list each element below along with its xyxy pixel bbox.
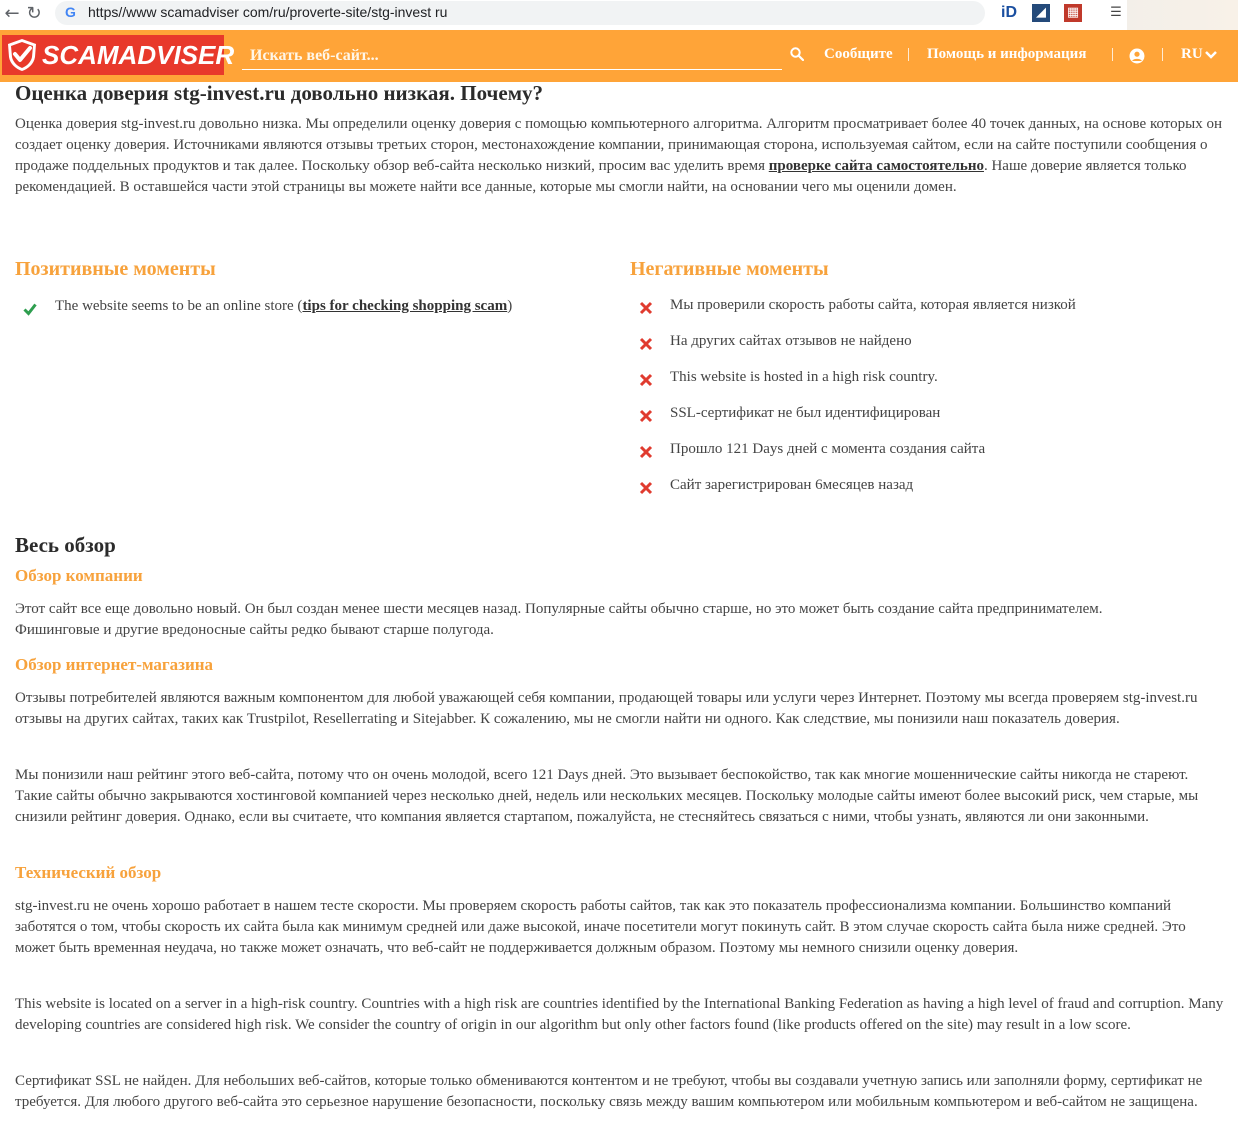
intro-paragraph — [15, 114, 1225, 198]
logo[interactable] — [2, 35, 235, 75]
negative-item: This website is hosted in a high risk country. — [670, 369, 938, 385]
cross-icon — [639, 301, 653, 315]
cross-icon — [639, 373, 653, 387]
cross-icon — [639, 337, 653, 351]
reading-list-icon[interactable]: ☰ — [1110, 5, 1122, 20]
nav-separator: | — [1111, 46, 1115, 62]
address-bar[interactable] — [55, 1, 985, 25]
shield-check-icon — [6, 38, 38, 72]
tech-review-text: Сертификат SSL не найден. Для небольших веб-сайтов, которые только обмениваются контентом и не требуют, чтобы вы создавали учетную запись или заполняли форму, сертификат не требуется. Для любого другого веб-сайта это серьезное нарушение безопасности, поскольку связь между вашим компьютером или мобильным компьютером и веб-сайтом не защищена. — [15, 1073, 1203, 1110]
negative-item: Мы проверили скорость работы сайта, которая является низкой — [670, 297, 1076, 313]
report-link[interactable]: Сообщите — [824, 46, 893, 62]
back-arrow-icon[interactable]: ← — [4, 3, 20, 24]
positive-item — [55, 298, 512, 315]
logo-text: SCAMADVISER — [42, 40, 235, 70]
tech-review-heading: Технический обзор — [15, 863, 162, 882]
positive-item-text: The website seems to be an online store ( — [55, 298, 303, 314]
chevron-down-icon[interactable] — [1205, 51, 1217, 59]
search-input[interactable] — [242, 42, 782, 70]
help-link[interactable]: Помощь и информация — [927, 46, 1087, 62]
negative-heading: Негативные моменты — [630, 258, 829, 280]
url-text[interactable]: https//www scamadviser com/ru/proverte-site/stg-invest ru — [88, 4, 448, 20]
negative-item: SSL-сертификат не был идентифицирован — [670, 405, 941, 421]
intro-text: Оценка доверия stg-invest.ru довольно низка. Мы определили оценку доверия с помощью компьютерного алгоритма. Алгоритм просматривает более 40 точек данных, на основе которых он создает оценку доверия. Источниками являются отзывы третьих сторон, местонахождение компании, принимающая сторона, используемая сайтом, если на сайте поступили сообщения о продаже поддельных продуктов и так далее. Поскольку обзор веб-сайта несколько низкий, просим вас уделить время — [15, 116, 1222, 174]
company-review-text: Этот сайт все еще довольно новый. Он был создан менее шести месяцев назад. Популярные сайты обычно старше, но это может быть создание сайта предпринимателем. Фишинговые и другие вредоносные сайты редко бывают старше полугода. — [15, 601, 1103, 638]
extension-icon[interactable]: ◢ — [1032, 4, 1050, 22]
cross-icon — [639, 445, 653, 459]
nav-separator: | — [907, 46, 911, 62]
self-check-link[interactable]: проверке сайта самостоятельно — [768, 158, 984, 174]
shopping-scam-tips-link[interactable]: tips for checking shopping scam — [302, 298, 508, 314]
negative-item: Сайт зарегистрирован 6месяцев назад — [670, 477, 914, 493]
cross-icon — [639, 481, 653, 495]
extension-icon[interactable]: ▦ — [1064, 4, 1082, 22]
positive-item-close: ) — [507, 298, 513, 314]
nav-separator: | — [1161, 46, 1165, 62]
overall-review-heading: Весь обзор — [15, 533, 116, 557]
page-title: Оценка доверия stg-invest.ru довольно низкая. Почему? — [15, 81, 543, 105]
profile-area — [1127, 0, 1238, 30]
browser-toolbar — [0, 0, 1238, 30]
reload-icon[interactable]: ↻ — [26, 3, 42, 24]
store-review-text: Отзывы потребителей являются важным компонентом для любой уважающей себя компании, продающей товары или услуги через Интернет. Поэтому мы всегда проверяем stg-invest.ru отзывы на других сайтах, таких как Trustpilot, Resellerrating и Sitejabber. К сожалению, мы не смогли найти ни одного. Как следствие, мы понизили наш показатель доверия. — [15, 690, 1198, 727]
store-review-heading: Обзор интернет-магазина — [15, 655, 214, 674]
language-selector[interactable]: RU — [1181, 46, 1203, 62]
cross-icon — [639, 409, 653, 423]
search-icon[interactable] — [790, 47, 804, 61]
id-extension-icon[interactable]: iD — [1001, 4, 1017, 21]
tech-review-text: stg-invest.ru не очень хорошо работает в нашем тесте скорости. Мы проверяем скорость работы сайтов, так как это показатель профессионализма компании. Большинство компаний заботятся о том, чтобы скорость их сайта была как минимум средней или даже высокой, иначе посетители могут покинуть сайт. В этом случае скорость сайта была ниже средней. Это может быть временная неудача, но также может означать, что веб-сайт не поддерживается должным образом. Поэтому мы немного снизили оценку доверия. — [15, 898, 1186, 956]
store-review-text: Мы понизили наш рейтинг этого веб-сайта, потому что он очень молодой, всего 121 Days дней. Это вызывает беспокойство, так как многие мошеннические сайты никогда не стареют. Такие сайты обычно закрываются хостинговой компанией через несколько дней, недель или нескольких месяцев. Поскольку молодые сайты имеют более высокий риск, чем старые, мы снизили рейтинг доверия. Однако, если вы считаете, что компания является стартапом, пожалуйста, не стесняйтесь связаться с ними, чтобы узнать, являются ли они законными. — [15, 767, 1199, 825]
site-header — [0, 30, 1238, 82]
google-icon: G — [65, 4, 76, 20]
check-icon — [23, 302, 37, 316]
intro-text: . Наше доверие является только рекомендацией. В оставшейся части этой страницы вы можете найти все данные, которые мы смогли найти, на основании чего мы оценили домен. — [15, 158, 1187, 195]
user-icon[interactable] — [1129, 48, 1145, 64]
company-review-heading: Обзор компании — [15, 566, 143, 585]
tech-review-text: This website is located on a server in a high-risk country. Countries with a high risk are countries identified by the International Banking Federation as having a high level of fraud and corruption. Many developing countries are considered high risk. We consider the country of origin in our algorithm but only other factors found (like products offered on the site) may result in a low score. — [15, 996, 1224, 1033]
positive-heading: Позитивные моменты — [15, 258, 216, 280]
negative-item: На других сайтах отзывов не найдено — [670, 333, 912, 349]
negative-item: Прошло 121 Days дней с момента создания сайта — [670, 441, 986, 457]
